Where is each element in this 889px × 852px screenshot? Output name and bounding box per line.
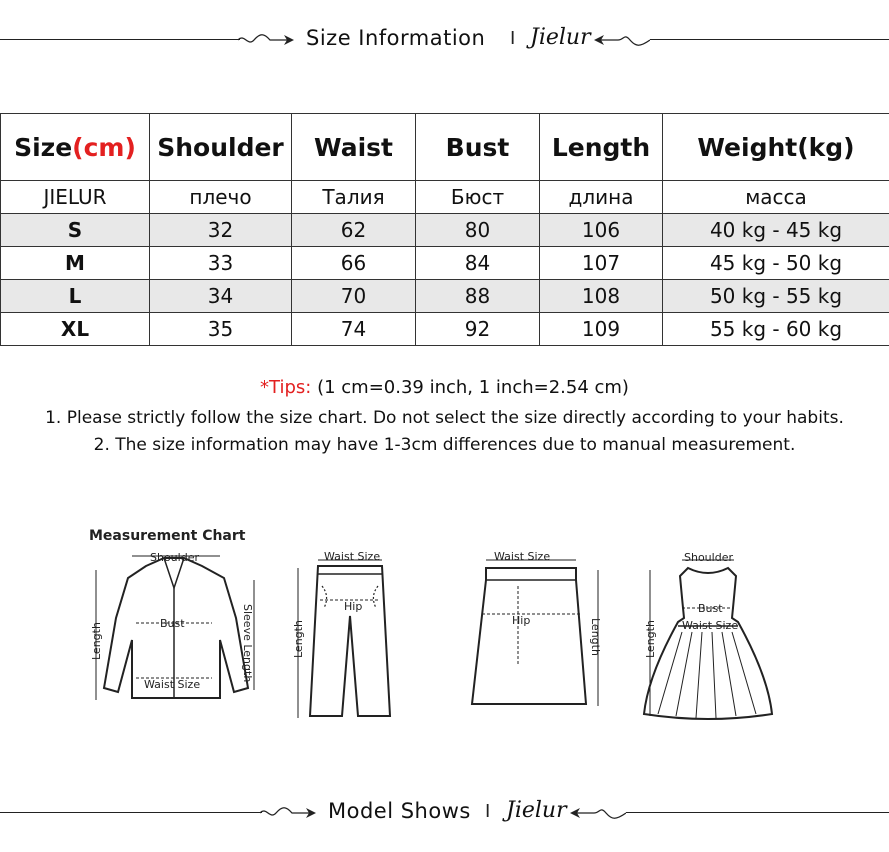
bust-label: Bust (698, 602, 723, 615)
length-label: Length (589, 618, 602, 656)
section-title: Size Information (306, 26, 486, 50)
table-row (1, 313, 889, 346)
column-header: Weight(kg) (663, 114, 889, 181)
table-cell: 34 (150, 280, 292, 313)
shoulder-label: Shoulder (150, 551, 199, 564)
table-row (1, 247, 889, 280)
table-cell: 109 (540, 313, 663, 346)
hip-label: Hip (344, 600, 363, 613)
table-cell: 92 (416, 313, 540, 346)
table-cell: 50 kg - 55 kg (663, 280, 889, 313)
table-cell: 88 (416, 280, 540, 313)
column-header: Shoulder (150, 114, 292, 181)
table-header-row (1, 114, 889, 181)
header-separator: I (485, 801, 491, 822)
waist-label: Waist Size (144, 678, 201, 691)
length-label: Length (644, 620, 657, 658)
waist-label: Waist Size (682, 619, 739, 632)
swirl-arrow-icon (592, 31, 650, 49)
section-title: Model Shows (328, 799, 471, 823)
table-row (1, 214, 889, 247)
size-table (0, 113, 889, 346)
table-cell: 45 kg - 50 kg (663, 247, 889, 280)
table-cell: 106 (540, 214, 663, 247)
measurement-chart-title: Measurement Chart (89, 528, 246, 544)
brand-logo: Jielur (530, 25, 591, 50)
section-header-size-information (0, 22, 889, 58)
table-cell: M (1, 247, 150, 280)
column-header: Waist (292, 114, 416, 181)
table-cell: 62 (292, 214, 416, 247)
shoulder-label: Shoulder (684, 551, 733, 564)
waist-label: Waist Size (324, 550, 381, 563)
swirl-arrow-icon (260, 804, 318, 822)
table-cell: 84 (416, 247, 540, 280)
pants-diagram (288, 546, 408, 724)
table-cell: Бюст (416, 181, 540, 214)
table-cell: XL (1, 313, 150, 346)
tips-conversion (0, 377, 889, 398)
column-header: Bust (416, 114, 540, 181)
tips-label: *Tips: (260, 377, 312, 398)
table-cell: 40 kg - 45 kg (663, 214, 889, 247)
skirt-diagram (452, 546, 612, 724)
table-cell: 80 (416, 214, 540, 247)
header-separator: I (510, 28, 516, 49)
sleeve-length-label: Sleeve Length (241, 604, 254, 683)
table-cell: масса (663, 181, 889, 214)
tips-conversion-text: (1 cm=0.39 inch, 1 inch=2.54 cm) (311, 377, 629, 398)
table-cell: JIELUR (1, 181, 150, 214)
table-cell: 32 (150, 214, 292, 247)
table-cell: L (1, 280, 150, 313)
table-cell: 107 (540, 247, 663, 280)
length-label: Length (90, 622, 103, 660)
column-header-size: Size(cm) (1, 114, 150, 181)
table-cell: 108 (540, 280, 663, 313)
dress-diagram (638, 546, 778, 724)
tips-line-1: 1. Please strictly follow the size chart. Do not select the size directly according to your habits. (45, 408, 844, 428)
swirl-arrow-icon (238, 31, 296, 49)
size-unit: (cm) (72, 132, 136, 162)
header-rule-left (0, 39, 240, 40)
table-cell: длина (540, 181, 663, 214)
table-cell: 35 (150, 313, 292, 346)
table-row (1, 280, 889, 313)
header-rule-right (650, 39, 889, 40)
section-header-model-shows (0, 795, 889, 831)
brand-logo: Jielur (506, 798, 567, 823)
table-cell: 74 (292, 313, 416, 346)
table-cell: Талия (292, 181, 416, 214)
header-rule-left (0, 812, 262, 813)
shirt-diagram (86, 548, 266, 720)
table-cell: 66 (292, 247, 416, 280)
column-header: Length (540, 114, 663, 181)
swirl-arrow-icon (568, 804, 626, 822)
header-rule-right (626, 812, 889, 813)
table-cell: плечо (150, 181, 292, 214)
table-cell: 70 (292, 280, 416, 313)
tips-line-2: 2. The size information may have 1-3cm differences due to manual measurement. (93, 435, 796, 455)
waist-label: Waist Size (494, 550, 551, 563)
table-subheader-row (1, 181, 889, 214)
hip-label: Hip (512, 614, 531, 627)
table-cell: S (1, 214, 150, 247)
table-cell: 55 kg - 60 kg (663, 313, 889, 346)
length-label: Length (292, 620, 305, 658)
table-cell: 33 (150, 247, 292, 280)
bust-label: Bust (160, 617, 185, 630)
